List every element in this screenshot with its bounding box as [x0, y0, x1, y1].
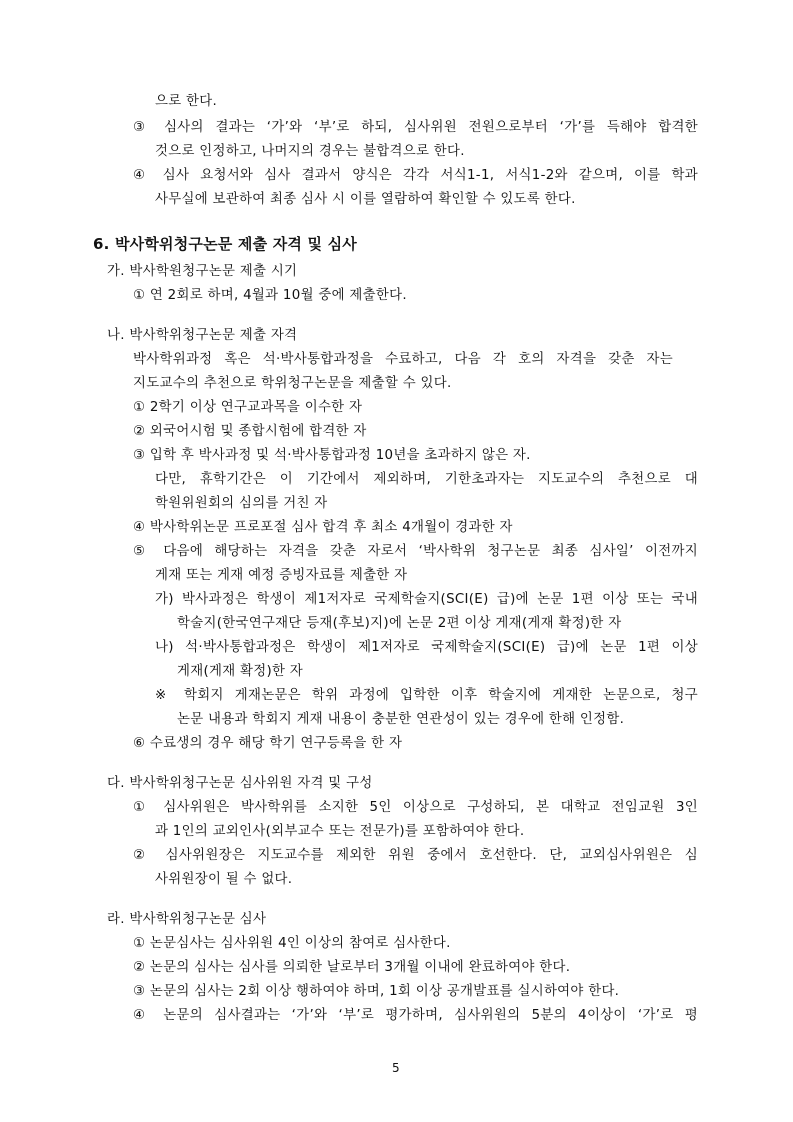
text-line: 지도교수의 추천으로 학위청구논문을 제출할 수 있다.	[133, 376, 452, 391]
list-item: ④ 논문의 심사결과는 ‘가’와 ‘부’로 평가하며, 심사위원의 5분의 4이상이 ‘가’로 평	[133, 1008, 698, 1023]
list-item: ① 2학기 이상 연구교과목을 이수한 자	[133, 400, 363, 415]
list-item: ① 심사위원은 박사학위를 소지한 5인 이상으로 구성하되, 본 대학교 전임교원 3인	[133, 800, 698, 815]
list-item: ② 외국어시험 및 종합시험에 합격한 자	[133, 424, 367, 439]
text-line: 게재 또는 게재 예정 증빙자료를 제출한 자	[155, 568, 408, 583]
text-line: 박사학위과정 혹은 석·박사통합과정을 수료하고, 다음 각 호의 자격을 갖춘 자는	[133, 352, 673, 367]
list-item: ③ 입학 후 박사과정 및 석·박사통합과정 10년을 초과하지 않은 자.	[133, 448, 531, 463]
text-line: 학술지(한국연구재단 등재(후보)지)에 논문 2편 이상 게재(게재 확정)한 자	[177, 616, 622, 631]
text-line: 사무실에 보관하여 최종 심사 시 이를 열람하여 확인할 수 있도록 한다.	[155, 192, 576, 207]
page-number: 5	[392, 1061, 400, 1075]
text-line: 사위원장이 될 수 없다.	[155, 872, 293, 887]
subsection-heading: 라. 박사학위청구논문 심사	[107, 912, 267, 927]
text-line: 학원위원회의 심의를 거친 자	[155, 496, 328, 511]
text-line: 것으로 인정하고, 나머지의 경우는 불합격으로 한다.	[155, 144, 465, 159]
list-item: ② 논문의 심사는 심사를 의뢰한 날로부터 3개월 이내에 완료하여야 한다.	[133, 960, 571, 975]
text-line: 다만, 휴학기간은 이 기간에서 제외하며, 기한초과자는 지도교수의 추천으로 대	[155, 472, 698, 487]
text-line: 게재(게재 확정)한 자	[177, 664, 304, 679]
list-item: ① 논문심사는 심사위원 4인 이상의 참여로 심사한다.	[133, 936, 451, 951]
list-item: ⑥ 수료생의 경우 해당 학기 연구등록을 한 자	[133, 736, 403, 751]
list-item: ③ 논문의 심사는 2회 이상 행하여야 하며, 1회 이상 공개발표를 실시하여야 한다.	[133, 984, 620, 999]
subsection-heading: 가. 박사학원청구논문 제출 시기	[107, 264, 298, 279]
list-item: ① 연 2회로 하며, 4월과 10월 중에 제출한다.	[133, 288, 407, 303]
text-line: 과 1인의 교외인사(외부교수 또는 전문가)를 포함하여야 한다.	[155, 824, 525, 839]
list-item: ③ 심사의 결과는 ‘가’와 ‘부’로 하되, 심사위원 전원으로부터 ‘가’를 득해야 합격한	[133, 120, 698, 135]
list-item: ⑤ 다음에 해당하는 자격을 갖춘 자로서 ‘박사학위 청구논문 최종 심사일’ 이전까지	[133, 544, 698, 559]
list-item: ④ 박사학위논문 프로포절 심사 합격 후 최소 4개월이 경과한 자	[133, 520, 513, 535]
sub-item: 가) 박사과정은 학생이 제1저자로 국제학술지(SCI(E) 급)에 논문 1편 이상 또는 국내	[155, 592, 698, 607]
text-line: 논문 내용과 학회지 게재 내용이 충분한 연관성이 있는 경우에 한해 인정함.	[177, 712, 625, 727]
text-line: 으로 한다.	[155, 94, 218, 109]
list-item: ② 심사위원장은 지도교수를 제외한 위원 중에서 호선한다. 단, 교외심사위원은 심	[133, 848, 698, 863]
sub-item: 나) 석·박사통합과정은 학생이 제1저자로 국제학술지(SCI(E) 급)에 논문 1편 이상	[155, 640, 698, 655]
list-item: ④ 심사 요청서와 심사 결과서 양식은 각각 서식1-1, 서식1-2와 같으며, 이를 학과	[133, 168, 698, 183]
subsection-heading: 나. 박사학위청구논문 제출 자격	[107, 328, 298, 343]
subsection-heading: 다. 박사학위청구논문 심사위원 자격 및 구성	[107, 776, 373, 791]
note: ※ 학회지 게재논문은 학위 과정에 입학한 이후 학술지에 게재한 논문으로, 청구	[155, 688, 698, 703]
section-heading: 6. 박사학위청구논문 제출 자격 및 심사	[93, 235, 357, 253]
